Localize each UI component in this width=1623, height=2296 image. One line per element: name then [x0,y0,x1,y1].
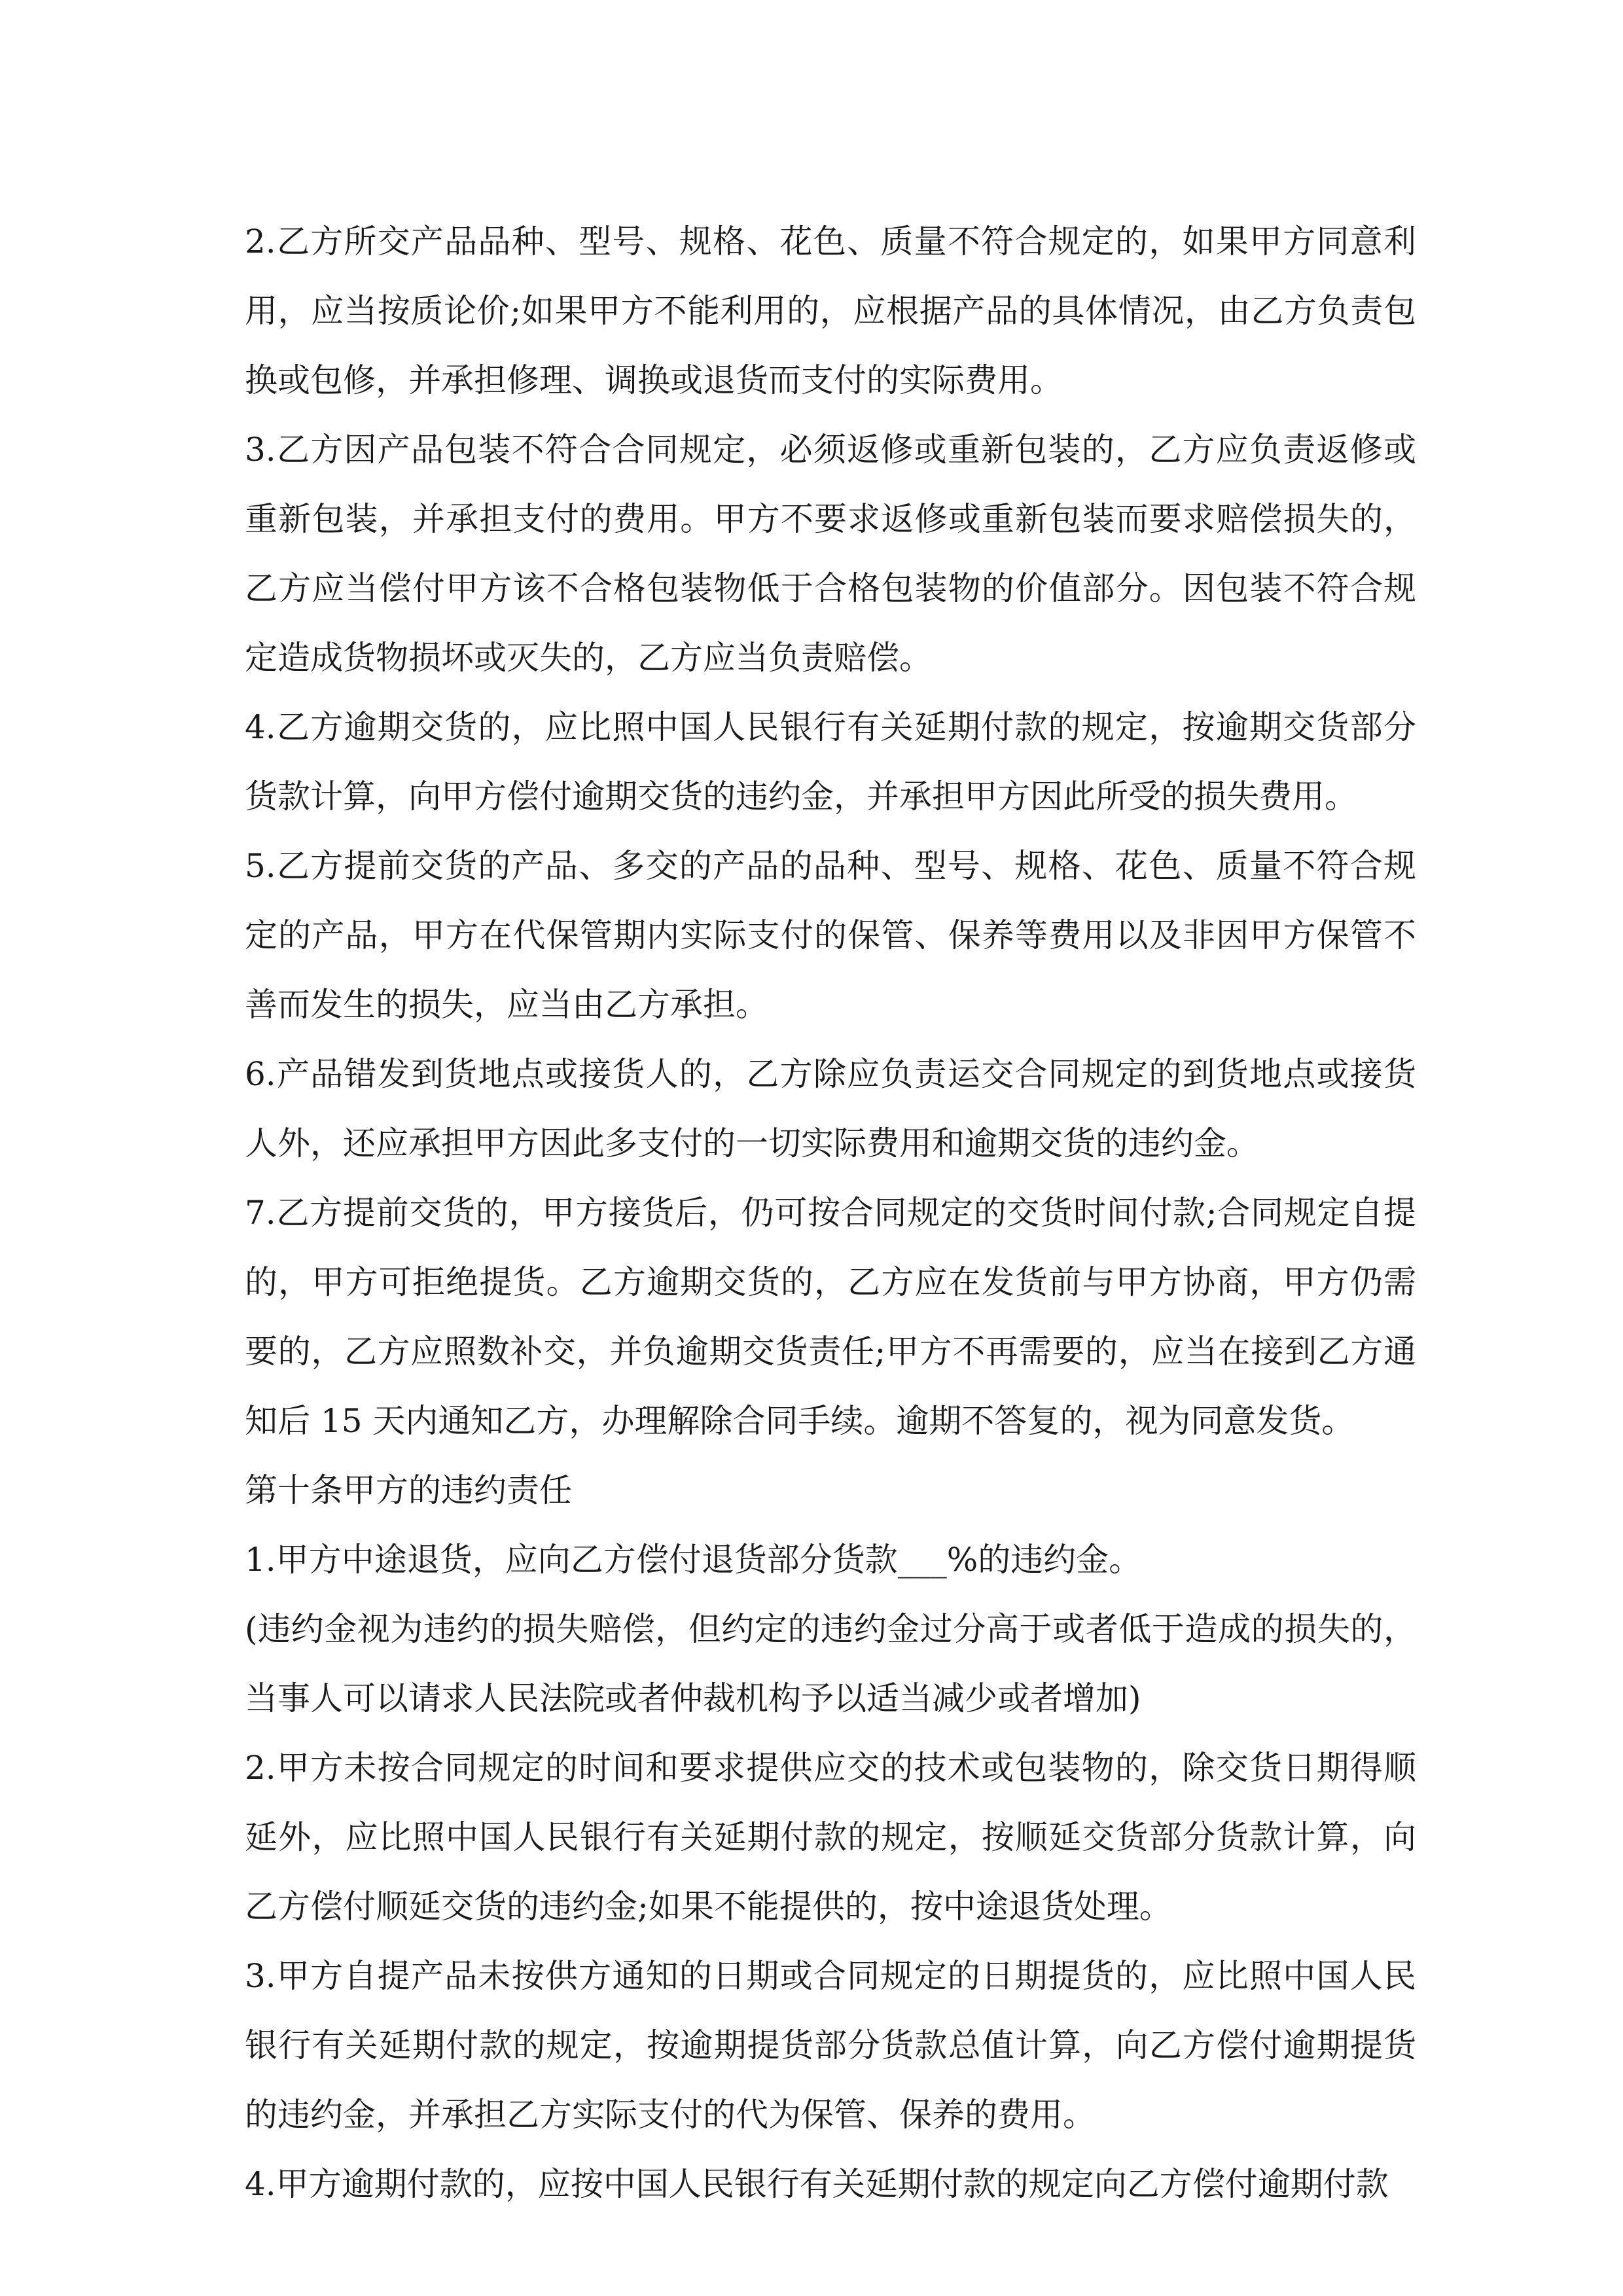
paragraph-article-10-clause-1: 1.甲方中途退货，应向乙方偿付退货部分货款___%的违约金。 [245,1541,1142,1579]
paragraph-clause-7: 7.乙方提前交货的，甲方接货后，仍可按合同规定的交货时间付款;合同规定自提的，甲方可拒绝提货。乙方逾期交货的，乙方应在发货前与甲方协商，甲方仍需要的，乙方应照数补交，并负逾期交货责任;甲方不再需要的，应当在接到乙方通知后 15 天内通知乙方，办理解除合同手续。逾期不答复的，视为同意发货。 [245,1194,1416,1440]
paragraph-article-10-clause-4: 4.甲方逾期付款的，应按中国人民银行有关延期付款的规定向乙方偿付逾期付款 [245,2165,1389,2203]
section-heading-article-10: 第十条甲方的违约责任 [245,1471,572,1509]
paragraph-clause-5: 5.乙方提前交货的产品、多交的产品的品种、型号、规格、花色、质量不符合规定的产品，甲方在代保管期内实际支付的保管、保养等费用以及非因甲方保管不善而发生的损失，应当由乙方承担。 [245,847,1416,1024]
paragraph-clause-3: 3.乙方因产品包装不符合合同规定，必须返修或重新包装的，乙方应负责返修或重新包装，并承担支付的费用。甲方不要求返修或重新包装而要求赔偿损失的，乙方应当偿付甲方该不合格包装物低于合格包装物的价值部分。因包装不符合规定造成货物损坏或灭失的，乙方应当负责赔偿。 [245,431,1416,677]
document-body [245,207,1416,2219]
paragraph-clause-4: 4.乙方逾期交货的，应比照中国人民银行有关延期付款的规定，按逾期交货部分货款计算，向甲方偿付逾期交货的违约金，并承担甲方因此所受的损失费用。 [245,708,1416,816]
paragraph-note: (违约金视为违约的损失赔偿，但约定的违约金过分高于或者低于造成的损失的，当事人可以请求人民法院或者仲裁机构予以适当减少或者增加) [245,1610,1416,1717]
paragraph-clause-2: 2.乙方所交产品品种、型号、规格、花色、质量不符合规定的，如果甲方同意利用，应当按质论价;如果甲方不能利用的，应根据产品的具体情况，由乙方负责包换或包修，并承担修理、调换或退货而支付的实际费用。 [245,223,1416,399]
paragraph-clause-6: 6.产品错发到货地点或接货人的，乙方除应负责运交合同规定的到货地点或接货人外，还应承担甲方因此多支付的一切实际费用和逾期交货的违约金。 [245,1055,1416,1162]
paragraph-article-10-clause-2: 2.甲方未按合同规定的时间和要求提供应交的技术或包装物的，除交货日期得顺延外，应比照中国人民银行有关延期付款的规定，按顺延交货部分货款计算，向乙方偿付顺延交货的违约金;如果不能提供的，按中途退货处理。 [245,1749,1416,1926]
paragraph-article-10-clause-3: 3.甲方自提产品未按供方通知的日期或合同规定的日期提货的，应比照中国人民银行有关延期付款的规定，按逾期提货部分货款总值计算，向乙方偿付逾期提货的违约金，并承担乙方实际支付的代为保管、保养的费用。 [245,1957,1416,2134]
